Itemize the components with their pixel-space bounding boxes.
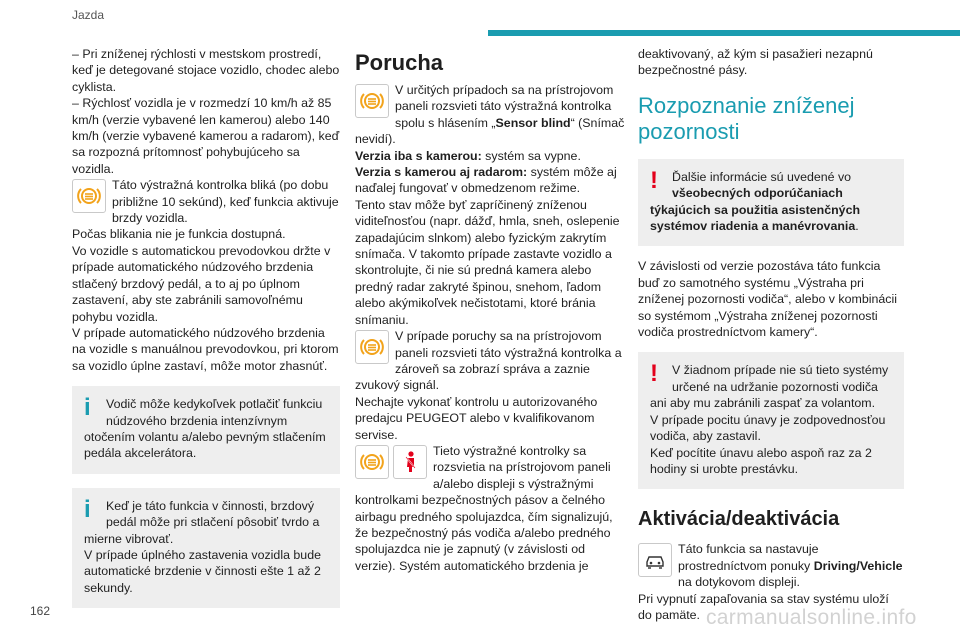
brake-warning-icon (72, 179, 106, 213)
menu-name: Vehicle (859, 558, 903, 573)
column-1 (72, 46, 340, 608)
paragraph: Vo vozidle s automatickou prevodovkou držte v prípade automatického núdzového brzdenia stlačený brzdový pedál, a to aj po úplnom zastavení, aby ste zabránili samovoľnému pohybu vozidla. (72, 243, 331, 324)
icon-paragraph (355, 328, 625, 394)
paragraph (355, 148, 625, 164)
paragraph: V závislosti od verzie pozostáva táto funkcia buď zo samotného systému „Výstraha pri zníženej pozornosti vodiča“, alebo v kombinácii so systémom „Výstraha zníženej pozornosti vodiča prostredníctvom kamery“. (638, 259, 897, 340)
paragraph: Tento stav môže byť zapríčinený zníženou viditeľnosťou (napr. dážď, hmla, sneh, oslepenie zapadajúcim slnkom) alebo fyzickým zakrytím snímača. V takomto prípade zastavte vozidlo a skontrolujte, či nie sú predná kamera alebo predný radar zakryté špinou, snehom, ľadom alebo akýmikoľvek nečistotami, ktoré bránia snímaniu. (355, 197, 620, 327)
paragraph: – Pri zníženej rýchlosti v mestskom prostredí, keď je detegované stojace vozidlo, chodec alebo cyklista. (72, 47, 340, 94)
note-text (650, 166, 892, 235)
info-icon: i (84, 495, 91, 523)
watermark: carmanualsonline.info (706, 606, 917, 629)
exclamation-icon: ! (650, 360, 658, 388)
seatbelt-passenger-icon (393, 445, 427, 479)
menu-name: Driving (813, 558, 857, 573)
paragraph: – Rýchlosť vozidla je v rozmedzí 10 km/h až 85 km/h (verzie vybavené len kamerou) alebo 140 km/h (verzie vybavené kamerou a radarom), keď sa rozpozná prítomnosť pohybujúceho sa vozidla. (72, 96, 340, 176)
paragraph: Pri vypnutí zapaľovania sa stav systému uloží do pamäte. (638, 591, 889, 622)
note-text-emphasis: všeobecných odporúčaniach týkajúcich sa použitia asistenčných systémov riadenia a manévrovania (650, 186, 861, 234)
version-label: Verzia s kamerou aj radarom: (355, 165, 528, 180)
paragraph: Nechajte vykonať kontrolu u autorizovaného predajcu PEUGEOT alebo v kvalifikovanom servise. (355, 394, 598, 442)
note-text: V prípade úplného zastavenia vozidla bude automatické brzdenie v činnosti ešte 1 až 2 sekundy. (84, 547, 321, 595)
version-label: Verzia iba s kamerou: (355, 148, 482, 163)
note-text-part: Ďalšie informácie sú uvedené vo (672, 169, 852, 184)
note-text-part: . (855, 219, 859, 234)
exclamation-icon: ! (650, 166, 658, 194)
note-text: Keď je táto funkcia v činnosti, brzdový pedál môže pri stlačení pôsobiť tvrdo a mierne vibrovať. (84, 498, 320, 546)
section-heading: Aktivácia/deaktivácia (638, 508, 840, 531)
paragraph: deaktivovaný, až kým si pasažieri nezapnú bezpečnostné pásy. (638, 47, 873, 78)
paragraph: V prípade automatického núdzového brzdenia na vozidle s manuálnou prevodovkou, pri ktorom sa vozidlo úplne zastaví, môže motor zhasnúť. (72, 325, 339, 373)
message-name: Sensor blind (495, 115, 571, 130)
paragraph-part: na dotykovom displeji. (678, 575, 800, 590)
note-text: Vodič môže kedykoľvek potlačiť funkciu núdzového brzdenia intenzívnym otočením volantu a/alebo pevným stlačením pedála akcelerátora. (84, 397, 326, 461)
warning-note (638, 352, 904, 489)
brake-warning-icon (355, 84, 389, 118)
note-text: V prípade pocitu únavy je zodpovednosťou vodiča, aby zastavil. (650, 412, 886, 444)
paragraph: V prípade poruchy sa na prístrojovom paneli rozsvieti táto výstražná kontrolka a zároveň sa zobrazí správa a zaznie zvukový signál. (355, 329, 622, 393)
section-accent-bar (488, 30, 960, 36)
icon-paragraph (355, 443, 625, 574)
paragraph: Táto výstražná kontrolka bliká (po dobu približne 10 sekúnd), keď funkcia aktivuje brzdy vozidla. (112, 178, 339, 226)
note-text: Keď pocítite únavu alebo aspoň raz za 2 hodiny si urobte prestávku. (650, 445, 872, 476)
paragraph-part: systém môže aj naďalej fungovať v obmedzenom režime. (355, 165, 617, 196)
brake-warning-icon (355, 330, 389, 364)
info-note (72, 488, 340, 608)
icon-paragraph (355, 82, 625, 148)
section-heading: Rozpoznanie zníženej pozornosti (638, 92, 855, 144)
menu-separator: / (856, 558, 860, 573)
paragraph-part: V určitých prípadoch sa na prístrojovom paneli rozsvieti táto výstražná kontrolka spolu s hlásením „ (395, 83, 614, 130)
paragraph-part: systém sa vypne. (481, 148, 581, 163)
paragraph: Tieto výstražné kontrolky sa rozsvietia na prístrojovom paneli a/alebo displeji s výstražnými kontrolkami bezpečnostných pásov a čelného airbagu predného spolujazdca, čím signalizujú, že bezpečnostný pás vodiča a/alebo predného spolujazdca nie je zapnutý (v závislosti od verzie). Systém automatického brzdenia je (355, 443, 613, 573)
section-label: Jazda (72, 8, 105, 22)
column-2 (355, 46, 625, 574)
paragraph: Počas blikania nie je funkcia dostupná. (72, 227, 286, 242)
paragraph (355, 164, 625, 197)
info-icon: i (84, 394, 91, 422)
icon-pair (355, 445, 427, 479)
paragraph-part: “ (Snímač nevidí). (355, 115, 625, 147)
column-3 (638, 46, 904, 623)
paragraph-part: Táto funkcia sa nastavuje prostredníctvom ponuky (678, 542, 819, 573)
car-settings-icon (638, 543, 672, 577)
section-heading: Porucha (355, 50, 444, 75)
icon-paragraph (72, 177, 340, 226)
page-number: 162 (30, 604, 51, 618)
warning-note (638, 159, 904, 247)
info-note (72, 386, 340, 474)
icon-paragraph (638, 541, 904, 590)
note-text: V žiadnom prípade nie sú tieto systémy určené na udržanie pozornosti vodiča ani aby mu zabránili zaspať za volantom. (650, 363, 889, 411)
brake-warning-icon (355, 445, 389, 479)
